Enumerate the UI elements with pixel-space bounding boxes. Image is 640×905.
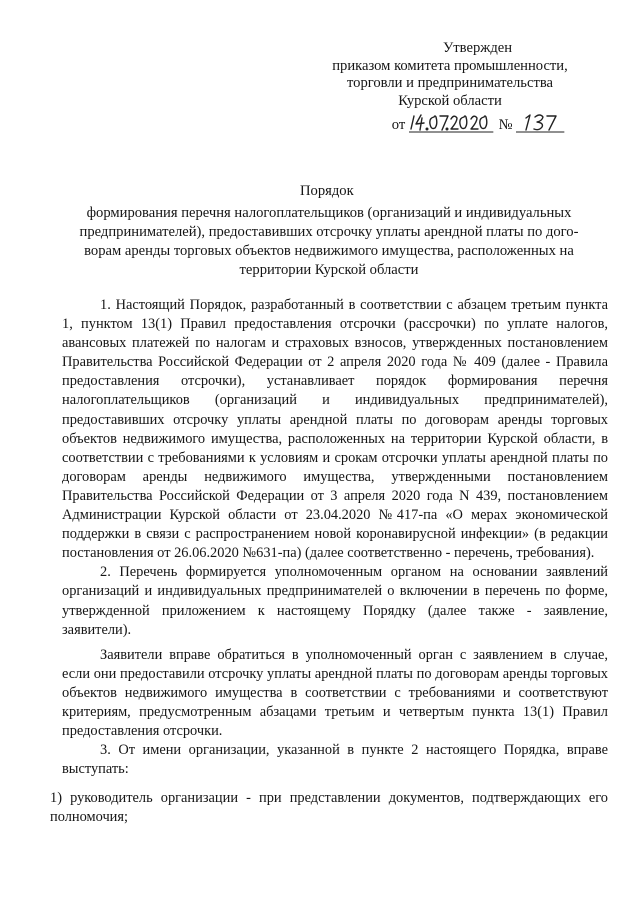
subtitle-line: формирования перечня налогоплательщиков (организаций и индивидуальных: [86, 205, 572, 221]
approval-heading: Утвержден: [442, 40, 513, 56]
handwritten-number: [516, 112, 568, 134]
approval-committee-line: торговли и предпринимательства: [346, 75, 553, 91]
document-title: Порядок: [300, 183, 354, 199]
list-item-1: 1) руководитель организации - при представлении документов, подтверждающих его полномочия;: [50, 790, 608, 826]
paragraph-3: 3. От имени организации, указанной в пункте 2 настоящего Порядка, вправе выступать:: [62, 742, 608, 778]
paragraph-2: 2. Перечень формируется уполномоченным органом на основании заявлений организаций и индивидуальных предпринимателей о включении в перечень по форме, утвержденной приложением к настоящему Порядку (далее также - заявление, заявители).: [62, 564, 608, 638]
number-label: №: [498, 117, 513, 133]
document-subtitle: [58, 204, 600, 280]
approval-stamp-block: [300, 40, 600, 135]
document-body: [50, 296, 608, 828]
approval-order-line: приказом комитета промышленности,: [332, 57, 568, 74]
subtitle-line: предпринимателей), предоставивших отсрочку уплаты арендной платы по дого-: [79, 224, 579, 240]
approval-region-line: Курской области: [398, 92, 502, 109]
subtitle-line: ворам аренды торговых объектов недвижимого имущества, расположенных на: [84, 243, 574, 259]
subtitle-line: территории Курской области: [239, 262, 419, 278]
paragraph-1: 1. Настоящий Порядок, разработанный в соответствии с абзацем третьим пункта 1, пунктом 13(1) Правил предоставления отсрочки (рассрочки) по уплате налогов, авансовых платежей по налогам и страховых взносов, утвержденных постановлением Правительства Российской Федерации от 2 апреля 2020 года № 409 (далее - Правила предоставления отсрочки), устанавливает порядок формирования перечня налогоплательщиков (организаций и индивидуальных предпринимателей), предоставивших отсрочку уплаты арендной платы по договорам аренды торговых объектов недвижимого имущества, расположенных на территории Курской области, в соответствии с требованиями к условиям и срокам отсрочки уплаты арендной платы по договорам аренды недвижимого имущества, утвержденными постановлением Правительства Российской Федерации от 3 апреля 2020 года N 439, постановлением Администрации Курской области от 23.04.2020 №417-па «О мерах экономической поддержки в связи с распространением новой коронавирусной инфекции» (в редакции постановления от 26.06.2020 №631-па) (далее соответственно - перечень, требования).: [62, 297, 608, 562]
handwritten-date: [409, 112, 495, 134]
from-label: от: [391, 117, 406, 133]
paragraph-applicants: Заявители вправе обратиться в уполномоченный орган с заявлением в случае, если они предоставили отсрочку уплаты арендной платы по договорам аренды торговых объектов недвижимого имущества в соответствии с требованиями и соответствуют критериям, предусмотренным абзацами третьим и четвертым пункта 13(1) Правил предоставления отсрочки.: [62, 646, 608, 740]
approval-date-number-line: [300, 112, 600, 135]
